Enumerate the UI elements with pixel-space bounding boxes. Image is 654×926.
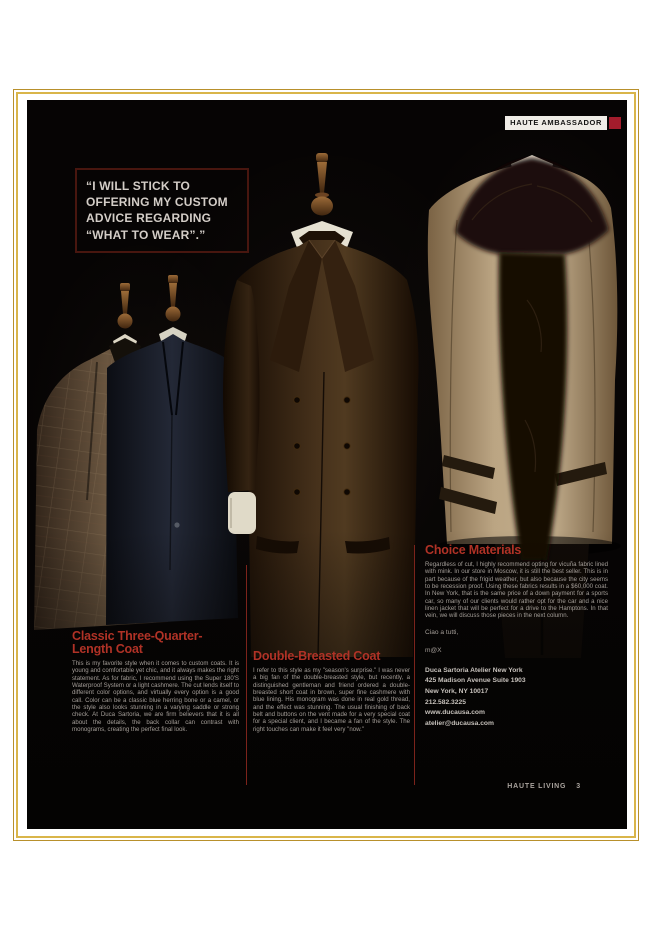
article-choice-body: Regardless of cut, I highly recommend opting for vicuña fabric lined with mink. In our store in Moscow, it is still the best seller. This is in part because of the frigid weather, but also because the city seems to be recession proof. Using these fabrics results in a $60,000 coat. In New York, that is the same price of a down payment for a sports car, so many of our clients would rather opt for the car and a nice linen jacket that will be perfect for a drive to the Hamptons. In that vein, we will discuss those pieces in the next column.: [425, 561, 608, 620]
contact-line-phone: 212.582.3225: [425, 698, 466, 706]
contact-line-address: 425 Madison Avenue Suite 1903: [425, 677, 526, 685]
article-double-title: Double-Breasted Coat: [253, 649, 381, 663]
footer-page-number: 3: [576, 783, 581, 790]
contact-line-email: atelier@ducausa.com: [425, 720, 494, 728]
contact-block: [425, 666, 608, 730]
page-footer: [507, 783, 581, 790]
contact-line-atelier: Duca Sartoria Atelier New York: [425, 666, 523, 674]
magazine-page: [27, 100, 627, 829]
header-badge-red-square: [609, 117, 621, 129]
article-classic-body: This is my favorite style when it comes to custom coats. It is young and comfortable yet chic, and it always makes the right statement. As for fabric, I recommend using the Super 180'S Waterproof System or a light cashmere. The cut lends itself to different color options, and virtually every option is a good call. Color can be a classic blue herring bone or a camel, or the style also looks stunning in a varying saddle or strong check. At Duca Sartoria, we are firm believers that it is all about the details, the back collar can contrast with monograms, creating the perfect final look.: [72, 660, 239, 733]
pull-quote: “I WILL STICK TO OFFERING MY CUSTOM ADVICE REGARDING “WHAT TO WEAR”.”: [75, 168, 249, 253]
contact-line-website: www.ducausa.com: [425, 709, 485, 717]
footer-magazine-name: HAUTE LIVING: [507, 783, 567, 790]
column-divider-rule-left: [246, 565, 247, 785]
column-divider-rule-right: [414, 545, 415, 785]
article-choice-title: Choice Materials: [425, 543, 522, 557]
article-classic-title: Classic Three-Quarter-Length Coat: [72, 629, 203, 656]
article-double-breasted-coat: [253, 650, 410, 733]
shirt-cuff: [228, 492, 256, 534]
contact-line-city: New York, NY 10017: [425, 687, 489, 695]
signoff-text: Ciao a tutti,: [425, 628, 459, 636]
header-badge: [505, 116, 621, 130]
article-double-body: I refer to this style as my "season's surprise." I was never a big fan of the double-breasted style, but recently, a distinguished gentleman and friend ordered a double-breasted short coat in brown, super fine cashmere with blue lining. His monogram was done in real gold thread, and the effect was stunning. The usual finishing of back belt and buttons on the vent made for a very special coat for a special client, and I became a fan of the style. The right touches can make it feel very "now.": [253, 667, 410, 733]
article-choice-materials: [425, 544, 608, 730]
signature-text: m@X: [425, 646, 442, 654]
header-badge-label: HAUTE AMBASSADOR: [505, 116, 607, 130]
article-classic-coat: [72, 630, 239, 733]
